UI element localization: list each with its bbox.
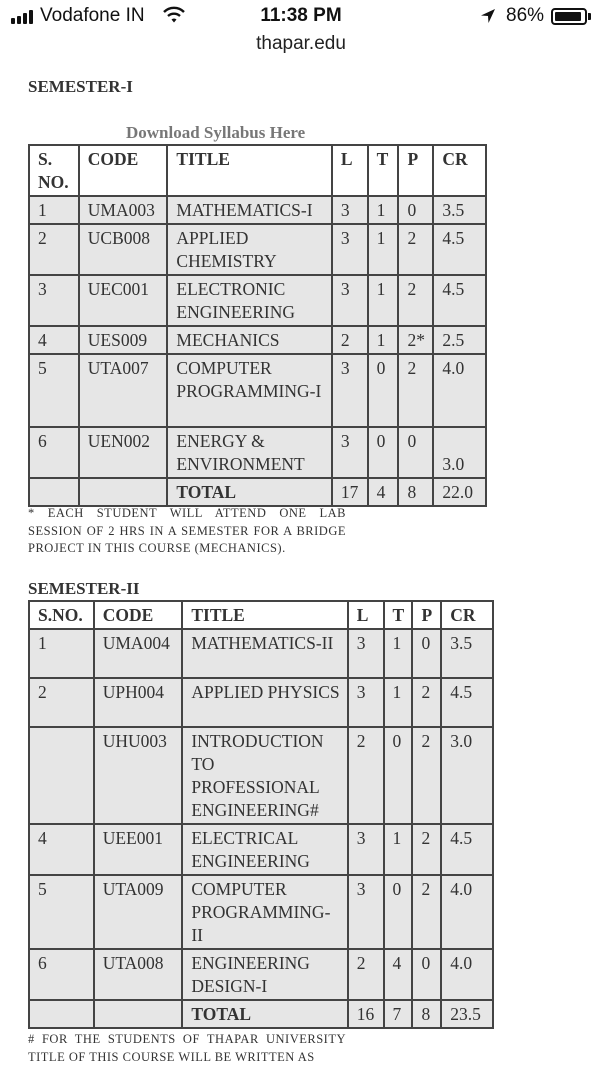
column-header-l: L	[348, 601, 384, 629]
cell-p: 2*	[398, 326, 433, 354]
cell-t: 1	[368, 196, 399, 224]
table-row	[29, 629, 493, 678]
cell-t: 1	[384, 678, 413, 727]
cell-cr: 3.0	[433, 427, 486, 478]
cell-t: 0	[384, 875, 413, 949]
cell-p: 2	[412, 875, 441, 949]
total-cr: 22.0	[433, 478, 486, 506]
cell-title: INTRODUCTION TO PROFESSIONAL ENGINEERING#	[182, 727, 347, 824]
cell-t: 1	[368, 224, 399, 275]
total-row	[29, 478, 486, 506]
cell-t: 1	[384, 629, 413, 678]
cell-p: 0	[398, 427, 433, 478]
cell-l: 3	[332, 196, 368, 224]
cell-cr: 4.5	[433, 224, 486, 275]
total-p: 8	[412, 1000, 441, 1028]
cell-sno: 5	[29, 875, 94, 949]
semester-1-heading: SEMESTER-I	[28, 77, 133, 96]
cell-title: ELECTRONIC ENGINEERING	[167, 275, 331, 326]
download-syllabus-link[interactable]: Download Syllabus Here	[126, 123, 306, 142]
cell-cr: 4.5	[441, 824, 493, 875]
cell-code: UTA009	[94, 875, 183, 949]
table-row	[29, 824, 493, 875]
cell-l: 2	[348, 727, 384, 824]
column-header-cr: CR	[441, 601, 493, 629]
semester-2-table	[28, 600, 494, 1029]
total-label: TOTAL	[182, 1000, 347, 1028]
cell-sno: 5	[29, 354, 79, 427]
table-row	[29, 727, 493, 824]
table-header-row	[29, 145, 486, 196]
column-header-sno: S. NO.	[29, 145, 79, 196]
table-row	[29, 354, 486, 427]
cell-cr: 4.5	[441, 678, 493, 727]
cell-code: UTA007	[79, 354, 168, 427]
column-header-title: TITLE	[182, 601, 347, 629]
cell-t: 0	[384, 727, 413, 824]
column-header-l: L	[332, 145, 368, 196]
cell-sno: 2	[29, 224, 79, 275]
column-header-code: CODE	[79, 145, 168, 196]
cell-empty	[94, 1000, 183, 1028]
cell-cr: 3.5	[441, 629, 493, 678]
column-header-t: T	[368, 145, 399, 196]
cell-t: 1	[384, 824, 413, 875]
cell-t: 1	[368, 275, 399, 326]
cell-p: 0	[412, 949, 441, 1000]
cell-title: MATHEMATICS-II	[182, 629, 347, 678]
total-l: 16	[348, 1000, 384, 1028]
battery-percentage: 86%	[506, 5, 545, 26]
table-header-row	[29, 601, 493, 629]
column-header-t: T	[384, 601, 413, 629]
cell-l: 3	[348, 678, 384, 727]
cell-sno: 6	[29, 949, 94, 1000]
cell-p: 2	[398, 224, 433, 275]
cell-sno: 2	[29, 678, 94, 727]
semester-1-footnote: * EACH STUDENT WILL ATTEND ONE LAB SESSION OF 2 HRS IN A SEMESTER FOR A BRIDGE PROJECT IN THIS COURSE (MECHANICS).	[28, 506, 346, 555]
total-l: 17	[332, 478, 368, 506]
location-arrow-icon	[480, 8, 496, 24]
battery-icon	[551, 8, 587, 25]
cell-p: 2	[412, 678, 441, 727]
cell-sno: 4	[29, 326, 79, 354]
cell-cr: 4.0	[433, 354, 486, 427]
cell-cr: 4.0	[441, 949, 493, 1000]
cell-t: 0	[368, 354, 399, 427]
table-row	[29, 678, 493, 727]
cell-l: 3	[348, 629, 384, 678]
url-domain[interactable]: thapar.edu	[256, 33, 346, 54]
cell-t: 0	[368, 427, 399, 478]
cell-code: UTA008	[94, 949, 183, 1000]
cell-p: 2	[398, 354, 433, 427]
cell-p: 2	[412, 727, 441, 824]
column-header-sno: S.NO.	[29, 601, 94, 629]
clock: 11:38 PM	[260, 5, 342, 26]
total-p: 8	[398, 478, 433, 506]
cell-cr: 4.0	[441, 875, 493, 949]
status-bar	[0, 0, 602, 34]
cell-l: 3	[332, 427, 368, 478]
table-row	[29, 224, 486, 275]
cell-code: UEE001	[94, 824, 183, 875]
table-row	[29, 427, 486, 478]
cell-sno: 3	[29, 275, 79, 326]
cell-sno: 6	[29, 427, 79, 478]
cell-code: UMA003	[79, 196, 168, 224]
cell-sno: 4	[29, 824, 94, 875]
cell-sno: 1	[29, 196, 79, 224]
cell-title: APPLIED CHEMISTRY	[167, 224, 331, 275]
cell-title: APPLIED PHYSICS	[182, 678, 347, 727]
cell-empty	[79, 478, 168, 506]
cell-code: UCB008	[79, 224, 168, 275]
semester-2-footnote: # FOR THE STUDENTS OF THAPAR UNIVERSITY TITLE OF THIS COURSE WILL BE WRITTEN AS	[28, 1032, 346, 1064]
cell-code: UEC001	[79, 275, 168, 326]
column-header-title: TITLE	[167, 145, 331, 196]
cell-title: COMPUTER PROGRAMMING-I	[167, 354, 331, 427]
total-label: TOTAL	[167, 478, 331, 506]
cell-l: 3	[332, 275, 368, 326]
semester-1-table	[28, 144, 487, 507]
url-bar[interactable]	[0, 30, 602, 65]
semester-2-heading: SEMESTER-II	[28, 579, 140, 598]
cell-l: 2	[332, 326, 368, 354]
cell-code: UES009	[79, 326, 168, 354]
cell-l: 3	[348, 824, 384, 875]
cell-code: UEN002	[79, 427, 168, 478]
cell-cr: 3.0	[441, 727, 493, 824]
cell-p: 2	[398, 275, 433, 326]
cell-sno	[29, 727, 94, 824]
cell-code: UMA004	[94, 629, 183, 678]
cell-l: 3	[348, 875, 384, 949]
total-t: 4	[368, 478, 399, 506]
total-t: 7	[384, 1000, 413, 1028]
cell-p: 0	[398, 196, 433, 224]
cell-title: ELECTRICAL ENGINEERING	[182, 824, 347, 875]
cell-l: 3	[332, 224, 368, 275]
cell-cr: 3.5	[433, 196, 486, 224]
cell-code: UHU003	[94, 727, 183, 824]
cell-title: ENGINEERING DESIGN-I	[182, 949, 347, 1000]
table-row	[29, 875, 493, 949]
cell-t: 1	[368, 326, 399, 354]
cell-p: 0	[412, 629, 441, 678]
battery-tip	[588, 13, 591, 20]
cell-cr: 2.5	[433, 326, 486, 354]
cell-l: 3	[332, 354, 368, 427]
column-header-code: CODE	[94, 601, 183, 629]
cell-title: COMPUTER PROGRAMMING-II	[182, 875, 347, 949]
cell-title: MATHEMATICS-I	[167, 196, 331, 224]
cell-cr: 4.5	[433, 275, 486, 326]
table-row	[29, 196, 486, 224]
cell-p: 2	[412, 824, 441, 875]
cell-title: ENERGY & ENVIRONMENT	[167, 427, 331, 478]
cell-title: MECHANICS	[167, 326, 331, 354]
total-cr: 23.5	[441, 1000, 493, 1028]
cell-t: 4	[384, 949, 413, 1000]
cell-empty	[29, 478, 79, 506]
page-content	[0, 64, 602, 1071]
table-row	[29, 326, 486, 354]
total-row	[29, 1000, 493, 1028]
carrier-name: Vodafone IN	[40, 5, 145, 26]
cell-empty	[29, 1000, 94, 1028]
table-row	[29, 275, 486, 326]
column-header-cr: CR	[433, 145, 486, 196]
cell-l: 2	[348, 949, 384, 1000]
cell-code: UPH004	[94, 678, 183, 727]
column-header-p: P	[412, 601, 441, 629]
column-header-p: P	[398, 145, 433, 196]
table-row	[29, 949, 493, 1000]
cell-sno: 1	[29, 629, 94, 678]
